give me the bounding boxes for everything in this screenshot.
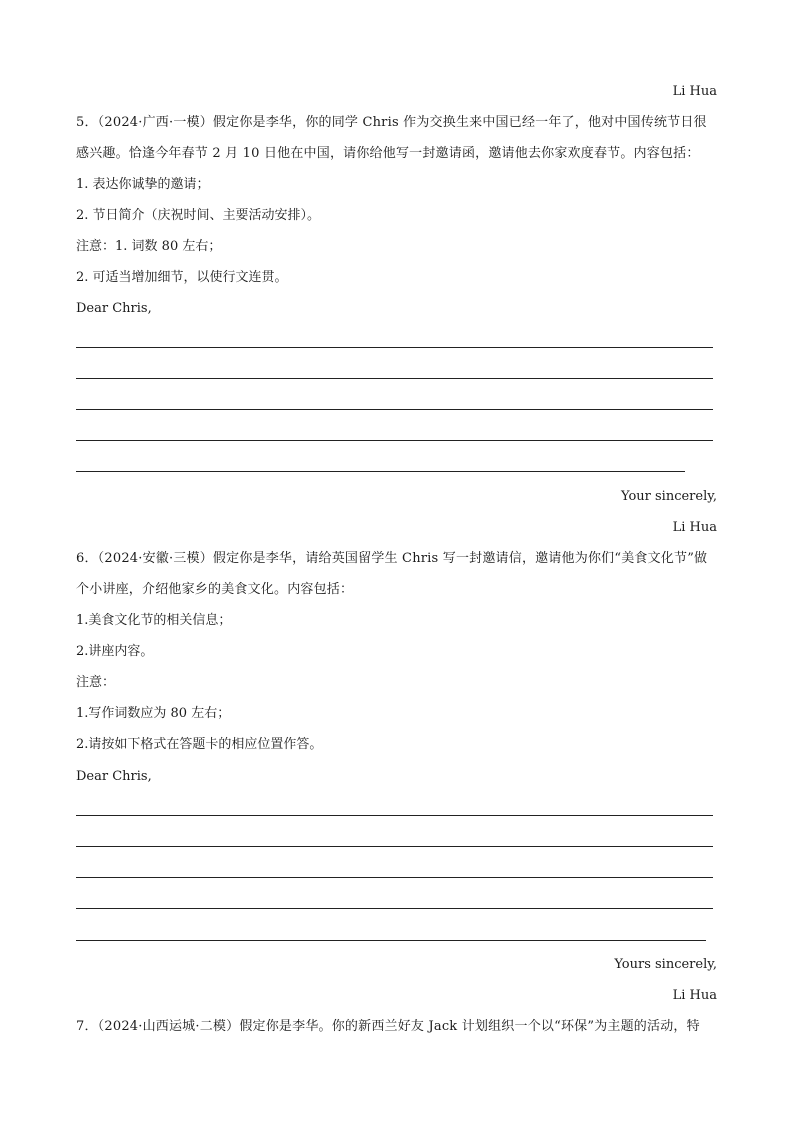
q6-closing: Yours sincerely, <box>614 957 717 972</box>
q5-answer-line-4[interactable] <box>76 440 713 441</box>
q6-answer-line-2[interactable] <box>76 846 713 847</box>
q7-prompt-line-1: 7．（2024·山西运城·二模）假定你是李华。你的新西兰好友 Jack 计划组织一个以“环保”为主题的活动，特 <box>76 1019 700 1034</box>
q5-answer-line-2[interactable] <box>76 378 713 379</box>
q6-content-item-2: 2.讲座内容。 <box>76 644 154 659</box>
q6-answer-line-4[interactable] <box>76 908 713 909</box>
q5-prompt-line-2: 感兴趣。恰逢今年春节 2 月 10 日他在中国，请你给他写一封邀请函，邀请他去你家欢度春节。内容包括： <box>76 146 700 161</box>
top-signature: Li Hua <box>672 84 717 99</box>
q6-prompt-line-1: 6．（2024·安徽·三模）假定你是李华，请给英国留学生 Chris 写一封邀请信，邀请他为你们“美食文化节”做 <box>76 551 708 566</box>
q5-answer-line-5[interactable] <box>76 471 685 472</box>
q6-content-item-1: 1.美食文化节的相关信息； <box>76 613 232 628</box>
q5-signature: Li Hua <box>672 520 717 535</box>
q6-note-1: 1.写作词数应为 80 左右； <box>76 706 231 721</box>
q6-answer-line-3[interactable] <box>76 877 713 878</box>
q5-greeting: Dear Chris, <box>76 301 152 316</box>
q5-content-item-1: 1. 表达你诚挚的邀请； <box>76 177 210 192</box>
q5-note-2: 2. 可适当增加细节，以使行文连贯。 <box>76 270 288 285</box>
q5-prompt-line-1: 5．（2024·广西·一模）假定你是李华，你的同学 Chris 作为交换生来中国已经一年了，他对中国传统节日很 <box>76 115 707 130</box>
q6-greeting: Dear Chris, <box>76 769 152 784</box>
q6-note-2: 2.请按如下格式在答题卡的相应位置作答。 <box>76 737 323 752</box>
q6-answer-line-5[interactable] <box>76 940 706 941</box>
q5-note-1: 注意：1. 词数 80 左右； <box>76 239 222 254</box>
q5-content-item-2: 2. 节日简介（庆祝时间、主要活动安排）。 <box>76 208 321 223</box>
q6-note-label: 注意： <box>76 675 116 690</box>
q5-closing: Your sincerely, <box>621 489 717 504</box>
q6-answer-line-1[interactable] <box>76 815 713 816</box>
q6-signature: Li Hua <box>672 988 717 1003</box>
q6-prompt-line-2: 个小讲座，介绍他家乡的美食文化。内容包括： <box>76 582 354 597</box>
q5-answer-line-1[interactable] <box>76 347 713 348</box>
q5-answer-line-3[interactable] <box>76 409 713 410</box>
